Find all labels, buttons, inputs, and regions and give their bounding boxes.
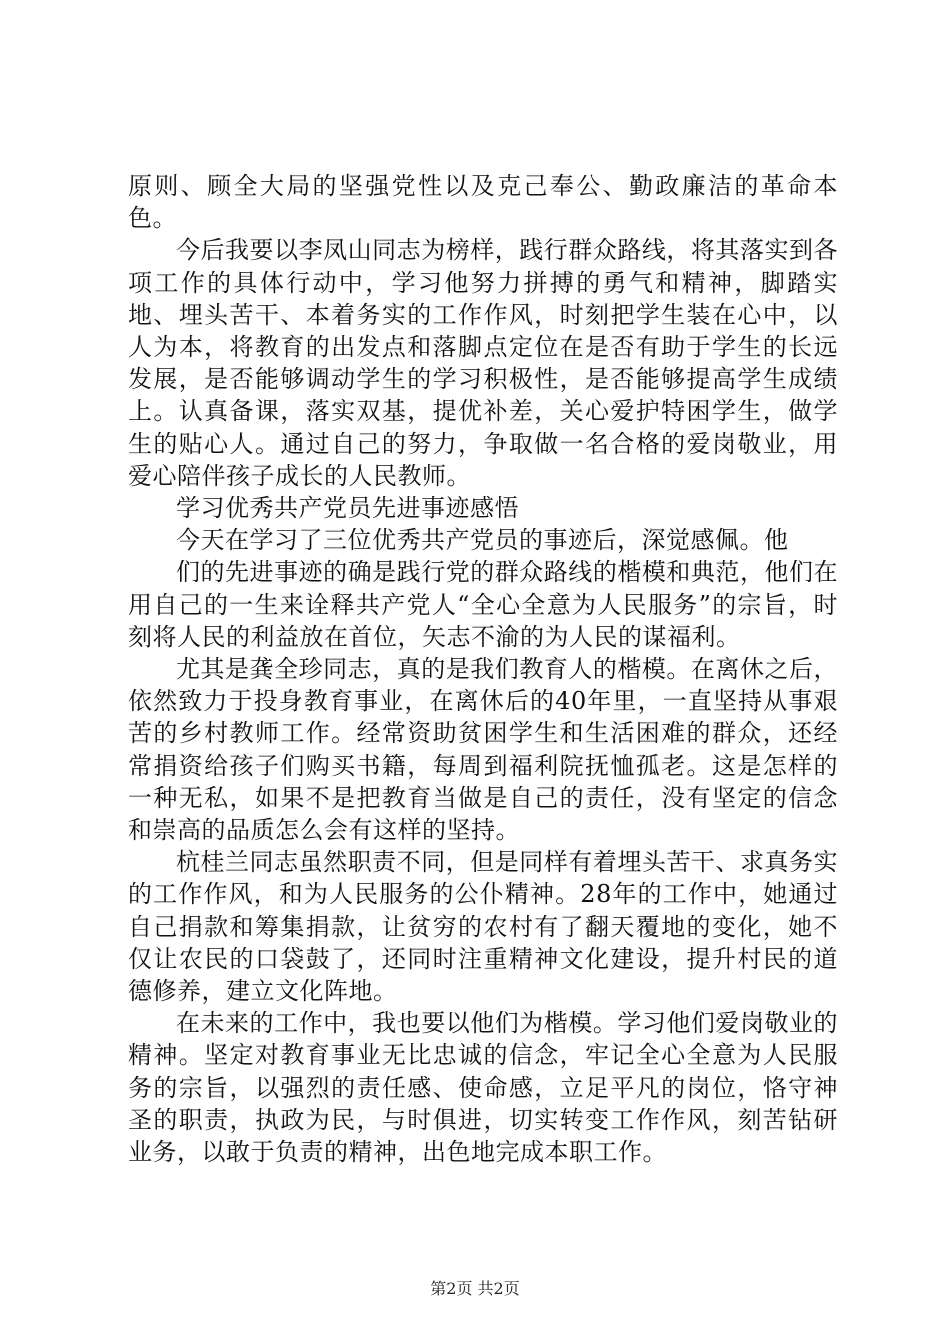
paragraph-6: 杭桂兰同志虽然职责不同，但是同样有着埋头苦干、求真务实的工作作风，和为人民服务的公仆精神。28年的工作中，她通过自己捐款和筹集捐款，让贫穷的农村有了翻天覆地的变化，她不仅让农民的口袋鼓了，还同时注重精神文化建设，提升村民的道德修养，建立文化阵地。 bbox=[128, 848, 838, 1006]
paragraph-5: 尤其是龚全珍同志，真的是我们教育人的楷模。在离休之后，依然致力于投身教育事业，在离休后的40年里，一直坚持从事艰苦的乡村教师工作。经常资助贫困学生和生活困难的群众，还经常捐资给孩子们购买书籍，每周到福利院抚恤孤老。这是怎样的一种无私，如果不是把教育当做是自己的责任，没有坚定的信念和崇高的品质怎么会有这样的坚持。 bbox=[128, 655, 838, 845]
paragraph-2: 今后我要以李凤山同志为榜样，践行群众路线，将其落实到各项工作的具体行动中，学习他努力拼搏的勇气和精神，脚踏实地、埋头苦干、本着务实的工作作风，时刻把学生装在心中，以人为本，将教育的出发点和落脚点定位在是否有助于学生的长远发展，是否能够调动学生的学习积极性，是否能够提高学生成绩上。认真备课，落实双基，提优补差，关心爱护特困学生，做学生的贴心人。通过自己的努力，争取做一名合格的爱岗敬业，用爱心陪伴孩子成长的人民教师。 bbox=[128, 236, 838, 490]
document-body bbox=[128, 170, 838, 1168]
paragraph-7: 在未来的工作中，我也要以他们为楷模。学习他们爱岗敬业的精神。坚定对教育事业无比忠诚的信念，牢记全心全意为人民服务的宗旨，以强烈的责任感、使命感，立足平凡的岗位，恪守神圣的职责，执政为民，与时俱进，切实转变工作作风，刻苦钻研业务，以敢于负责的精神，出色地完成本职工作。 bbox=[128, 1009, 838, 1167]
paragraph-3: 今天在学习了三位优秀共产党员的事迹后，深觉感佩。他 bbox=[176, 526, 789, 555]
paragraph-4: 们的先进事迹的确是践行党的群众路线的楷模和典范，他们在用自己的一生来诠释共产党人“全心全意为人民服务”的宗旨，时刻将人民的利益放在首位，矢志不渝的为人民的谋福利。 bbox=[128, 558, 838, 651]
section-heading: 学习优秀共产党员先进事迹感悟 bbox=[176, 494, 519, 523]
page-footer: 第2页 共2页 bbox=[430, 1279, 520, 1298]
paragraph-1: 原则、顾全大局的坚强党性以及克己奉公、勤政廉洁的革命本色。 bbox=[128, 172, 838, 233]
